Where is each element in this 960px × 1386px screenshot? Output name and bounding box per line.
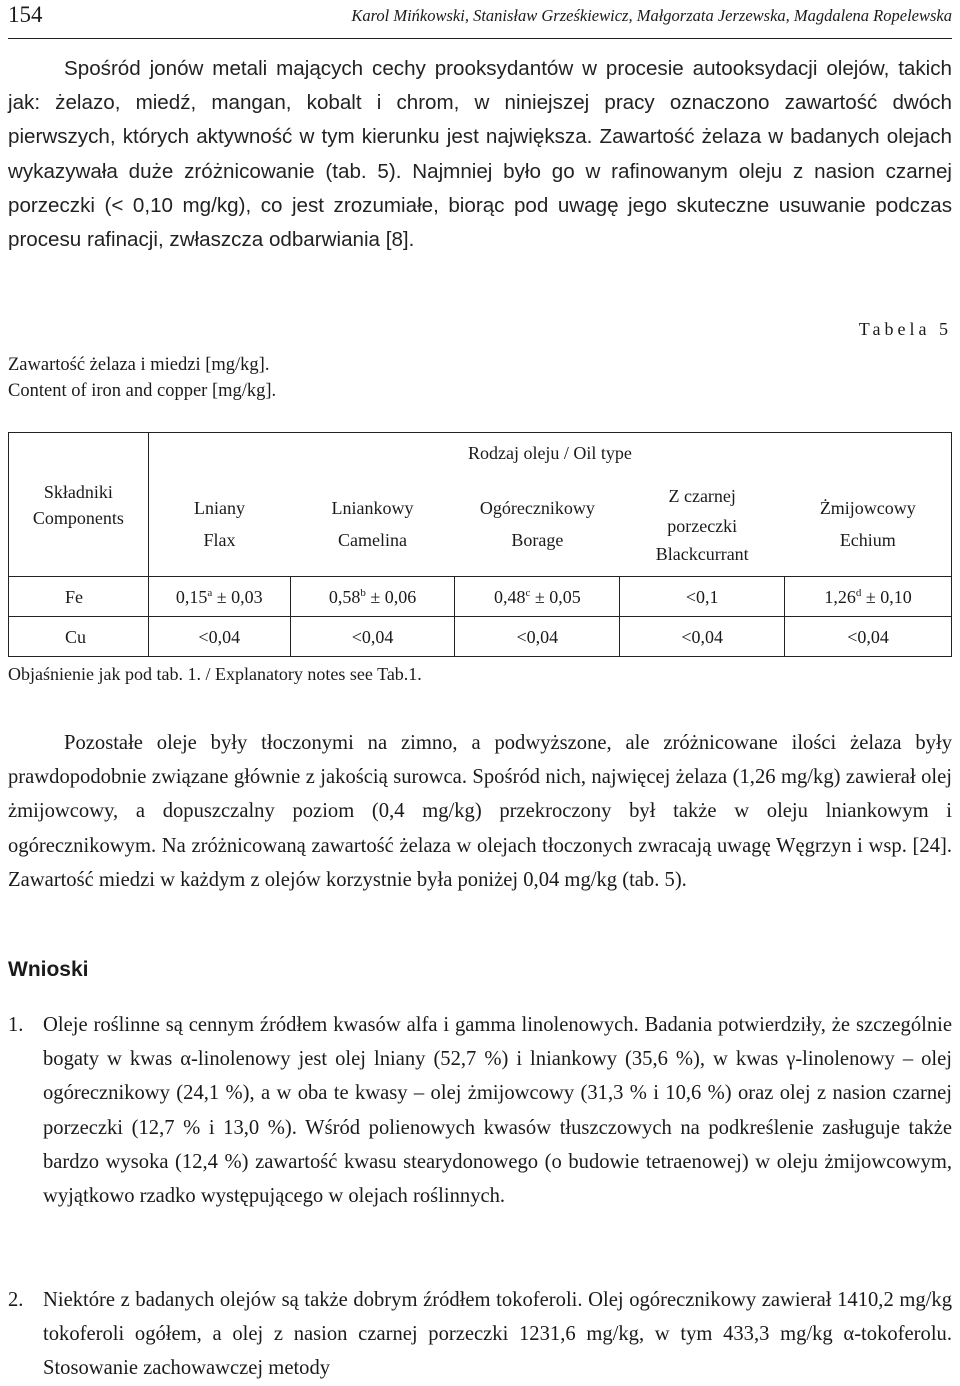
components-header: Składniki Components: [9, 433, 149, 577]
column-header-borage: Ogórecznikowy Borage: [455, 473, 620, 577]
table-cell: <0,1: [620, 577, 785, 617]
list-item: 2. Niektóre z badanych olejów są także dobrym źródłem tokoferoli. Olej ogórecznikowy zawierał 1410,2 mg/kg tokoferoli ogółem, a olej z nasion czarnej porzeczki 1231,6 mg/kg, w tym 433,3 mg/kg α-tokoferolu. Stosowanie zachowawczej metody: [8, 1289, 952, 1380]
oil-type-header: Rodzaj oleju / Oil type: [148, 433, 951, 473]
column-header-camelina: Lniankowy Camelina: [290, 473, 455, 577]
table-cell: <0,04: [455, 617, 620, 657]
table-row: [9, 617, 952, 657]
iron-copper-table: [8, 432, 952, 657]
table-caption-pl: Zawartość żelaza i miedzi [mg/kg].: [8, 355, 270, 375]
table-cell: 0,58$^b$ ± 0,06: [290, 577, 455, 617]
table-cell: <0,04: [620, 617, 785, 657]
table-cell: 0,48$^c$ ± 0,05: [455, 577, 620, 617]
table-caption: [8, 352, 276, 404]
running-head-authors: Karol Mińkowski, Stanisław Grześkiewicz, Małgorzata Jerzewska, Magdalena Ropelewska: [351, 6, 952, 25]
table-cell: <0,04: [148, 617, 290, 657]
column-header-echium: Żmijowcowy Echium: [785, 473, 952, 577]
page-header: [8, 0, 952, 39]
table-cell: 0,15$^a$ ± 0,03: [148, 577, 290, 617]
column-header-blackcurrant: Z czarnej porzeczki Blackcurrant: [620, 473, 785, 577]
table-caption-en: Content of iron and copper [mg/kg].: [8, 381, 277, 401]
list-item: 1. Oleje roślinne są cennym źródłem kwasów alfa i gamma linolenowych. Badania potwierdziły, że szczególnie bogaty w kwas α-linolenowy jest olej lniany (52,7 %) i lniankowy (35,6 %), w kwas γ-linolenowy – olej ogórecznikowy (24,1 %), a w oba te kwasy – olej żmijowcowy (31,3 % i 10,6 %) oraz olej z nasion czarnej porzeczki (12,7 % i 13,0 %). Wśród polienowych kwasów tłuszczowych na podkreślenie zasługuje także bardzo wysoka (12,4 %) zawartość kwasu stearydonowego (o budowie tetraenowej) w oleju żmijowcowym, wyjątkowo rzadko występującego w olejach roślinnych.: [8, 1014, 952, 1208]
section-title-conclusions: Wnioski: [8, 958, 89, 981]
table-cell: <0,04: [785, 617, 952, 657]
second-paragraph: Pozostałe oleje były tłoczonymi na zimno, a podwyższone, ale zróżnicowane ilości żelaza były prawdopodobnie związane głównie z jakością surowca. Spośród nich, najwięcej żelaza (1,26 mg/kg) zawierał olej żmijowcowy, a dopuszczalny poziom (0,4 mg/kg) przekroczony był także w oleju lniankowym i ogórecznikowym. Na zróżnicowaną zawartość żelaza w olejach tłoczonych zwracają uwagę Węgrzyn i wsp. [24]. Zawartość miedzi w każdym z olejów korzystnie była poniżej 0,04 mg/kg (tab. 5).: [8, 732, 952, 891]
page-number: 154: [8, 2, 43, 27]
row-name-cu: Cu: [9, 617, 149, 657]
table-cell: <0,04: [290, 617, 455, 657]
row-name-fe: Fe: [9, 577, 149, 617]
table-cell: 1,26$^d$ ± 0,10: [785, 577, 952, 617]
column-header-flax: Lniany Flax: [148, 473, 290, 577]
table-note: Objaśnienie jak pod tab. 1. / Explanatory notes see Tab.1.: [8, 664, 422, 684]
table-label: Tabela 5: [858, 319, 952, 339]
table-row: [9, 577, 952, 617]
intro-paragraph: Spośród jonów metali mających cechy prooksydantów w procesie autooksydacji olejów, takich jak: żelazo, miedź, mangan, kobalt i chrom, w niniejszej pracy oznaczono zawartość dwóch pierwszych, których aktywność w tym kierunku jest największa. Zawartość żelaza w badanych olejach wykazywała duże zróżnicowanie (tab. 5). Najmniej było go w rafinowanym oleju z nasion czarnej porzeczki (< 0,10 mg/kg), co jest zrozumiałe, biorąc pod uwagę jego skuteczne usuwanie podczas procesu rafinacji, zwłaszcza odbarwiania [8].: [8, 57, 952, 252]
